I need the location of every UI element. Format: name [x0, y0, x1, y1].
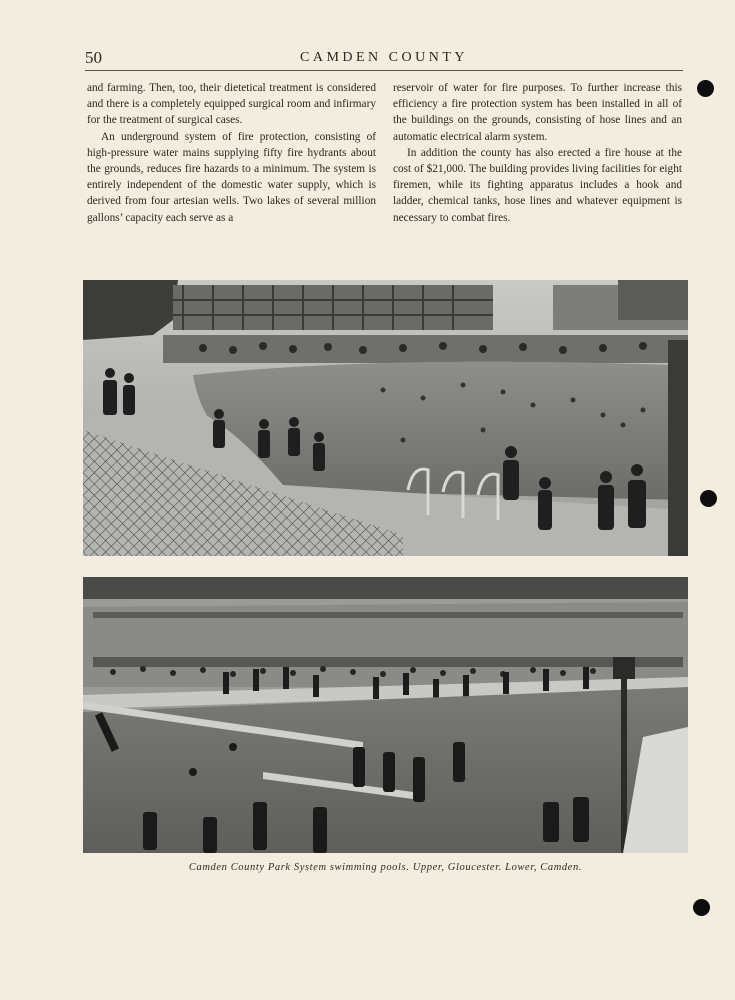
binder-hole — [700, 490, 717, 507]
running-title: CAMDEN COUNTY — [300, 50, 468, 65]
binder-hole — [693, 899, 710, 916]
text-column-left — [87, 80, 376, 226]
photo-gloucester-pool — [83, 280, 688, 556]
paragraph: reservoir of water for fire purposes. To further increase this efficiency a fire protection system has been installed in all of the buildings on the grounds, consisting of hose lines and an automatic electrical alarm system. — [393, 82, 682, 143]
paragraph: and farming. Then, too, their dietetical treatment is considered and there is a completely equipped surgical room and infirmary for the treatment of surgical cases. — [87, 82, 376, 127]
binder-hole — [697, 80, 714, 97]
paragraph: In addition the county has also erected a fire house at the cost of $21,000. The building provides living facilities for eight firemen, while its fighting apparatus includes a hook and ladder, chemical tanks, hose lines and whatever equipment is necessary to combat fires. — [393, 146, 682, 224]
text-column-right — [393, 80, 682, 226]
page-header — [85, 48, 683, 71]
photo-caption: Camden County Park System swimming pools. Upper, Gloucester. Lower, Camden. — [188, 862, 583, 873]
photo-camden-pool — [83, 577, 688, 853]
page-number: 50 — [85, 48, 102, 67]
paragraph: An underground system of fire protection, consisting of high-pressure water mains supplying fifty fire hydrants about the grounds, reduces fire hazards to a minimum. The system is entirely independent of the domestic water supply, which is derived from four artesian wells. Two lakes of several million gallons’ capacity each serve as a — [87, 130, 376, 224]
